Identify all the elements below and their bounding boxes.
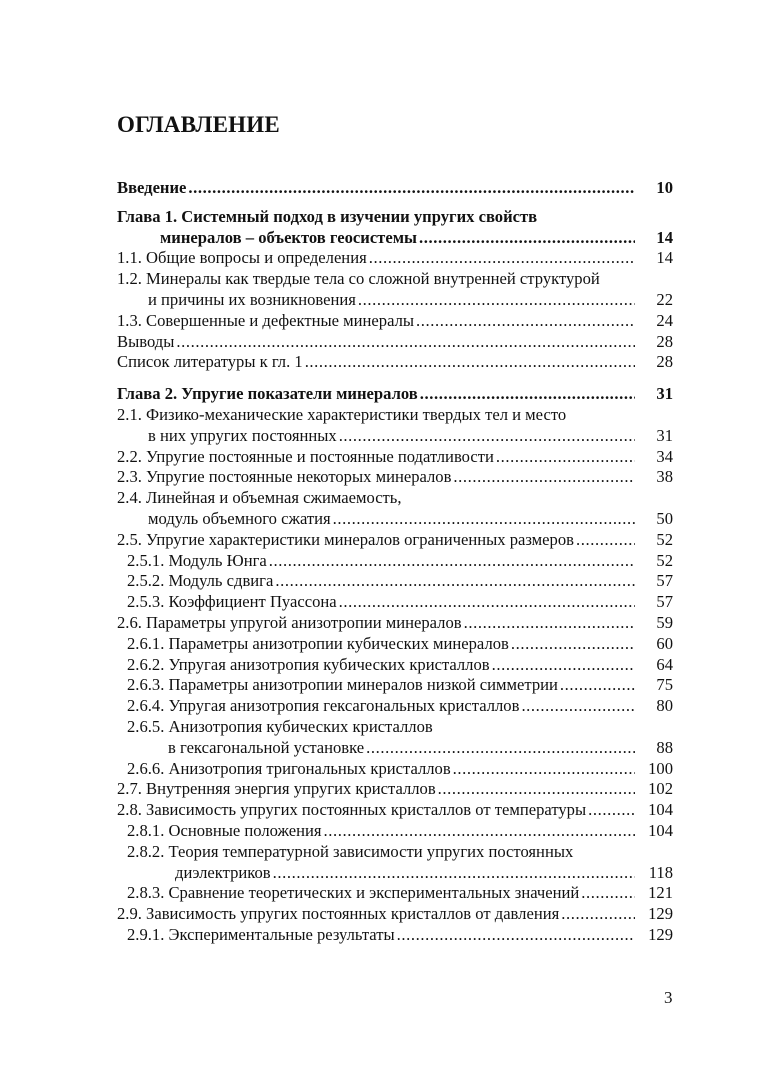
toc-entry[interactable] — [117, 405, 673, 447]
toc-entry-title: минералов – объектов геосистемы — [160, 227, 417, 247]
toc-entry-line — [117, 551, 673, 572]
toc-entry-title: Выводы — [117, 331, 175, 351]
toc-entry-title: 1.2. Минералы как твердые тела со сложной внутренней структурой — [117, 269, 600, 289]
toc-entry-title: 2.6.1. Параметры анизотропии кубических минералов — [127, 633, 509, 653]
toc-entry-line — [117, 925, 673, 946]
toc-entry-line — [117, 352, 673, 373]
toc-entry-line — [117, 178, 673, 199]
toc-entry-page: 129 — [648, 904, 673, 924]
dot-leader — [269, 551, 635, 572]
toc-entry-page: 129 — [648, 924, 673, 944]
toc-entry[interactable] — [117, 571, 673, 592]
toc-entry-page: 104 — [648, 800, 673, 820]
toc-entry-page: 31 — [656, 425, 673, 445]
toc-entry[interactable] — [117, 655, 673, 676]
toc-entry-continuation — [117, 228, 673, 249]
toc-entry-page: 14 — [656, 248, 673, 268]
toc-entry-continuation — [117, 509, 673, 530]
toc-entry[interactable] — [117, 613, 673, 634]
toc-entry-title: 2.1. Физико-механические характеристики твердых тел и место — [117, 404, 567, 424]
toc-entry-title: модуль объемного сжатия — [148, 508, 331, 528]
toc-entry-line — [117, 759, 673, 780]
toc-entry[interactable] — [117, 779, 673, 800]
toc-entry[interactable] — [117, 384, 673, 405]
toc-entry-title: Список литературы к гл. 1 — [117, 352, 303, 372]
toc-entry-line — [117, 800, 673, 821]
toc-entry[interactable] — [117, 925, 673, 946]
toc-entry-line — [117, 571, 673, 592]
toc-entry-title: диэлектриков — [175, 862, 271, 882]
toc-entry-page: 38 — [656, 467, 673, 487]
page-number: 3 — [664, 988, 673, 1007]
toc-entry-title: 2.6.5. Анизотропия кубических кристаллов — [127, 716, 433, 736]
toc-entry-page: 52 — [656, 550, 673, 570]
dot-leader — [581, 883, 635, 904]
dot-leader — [560, 675, 635, 696]
toc-entry[interactable] — [117, 634, 673, 655]
toc-entry-line — [117, 655, 673, 676]
page-title: ОГЛАВЛЕНИЕ — [117, 112, 280, 137]
dot-leader — [305, 352, 635, 373]
toc-entry-page: 14 — [656, 227, 673, 247]
toc-entry-title: 2.6.6. Анизотропия тригональных кристаллов — [127, 758, 451, 778]
toc-entry-page: 34 — [656, 446, 673, 466]
toc-entry-title: 2.9.1. Экспериментальные результаты — [127, 924, 395, 944]
toc-entry-line — [117, 384, 673, 405]
dot-leader — [496, 447, 635, 468]
toc-entry-continuation — [117, 738, 673, 759]
dot-leader — [397, 925, 635, 946]
toc-entry-line — [117, 696, 673, 717]
toc-entry-page: 121 — [648, 883, 673, 903]
toc-entry-line — [117, 207, 673, 228]
dot-leader — [369, 248, 635, 269]
dot-leader — [511, 634, 635, 655]
toc-entry-page: 57 — [656, 592, 673, 612]
toc-entry-title: 2.6. Параметры упругой анизотропии минералов — [117, 612, 462, 632]
toc-entry[interactable] — [117, 311, 673, 332]
toc-entry-page: 52 — [656, 529, 673, 549]
dot-leader — [416, 311, 635, 332]
toc-entry-title: в них упругих постоянных — [148, 425, 337, 445]
toc-entry-page: 31 — [656, 384, 673, 404]
toc-entry-line — [117, 613, 673, 634]
dot-leader — [453, 759, 635, 780]
toc-entry-line — [117, 269, 673, 290]
toc-entry-title: и причины их возникновения — [148, 289, 356, 309]
toc-entry[interactable] — [117, 269, 673, 311]
toc-entry-title: 2.8.2. Теория температурной зависимости упругих постоянных — [127, 841, 574, 861]
toc-entry-page: 28 — [656, 352, 673, 372]
dot-leader — [333, 509, 635, 530]
dot-leader — [464, 613, 635, 634]
toc-entry-continuation — [117, 290, 673, 311]
toc-entry-page: 10 — [656, 178, 673, 197]
toc-entry[interactable] — [117, 883, 673, 904]
toc-entry-line — [117, 821, 673, 842]
toc-entry-page: 80 — [656, 696, 673, 716]
toc-entry-page: 100 — [648, 758, 673, 778]
dot-leader — [188, 178, 635, 199]
toc-entry[interactable] — [117, 530, 673, 551]
toc-entry-title: 2.6.3. Параметры анизотропии минералов низкой симметрии — [127, 675, 558, 695]
toc-entry-title: 1.1. Общие вопросы и определения — [117, 248, 367, 268]
toc-entry-continuation — [117, 426, 673, 447]
toc-entry-title: 2.5.1. Модуль Юнга — [127, 550, 267, 570]
dot-leader — [275, 571, 635, 592]
toc-entry-title: 2.2. Упругие постоянные и постоянные податливости — [117, 446, 494, 466]
dot-leader — [521, 696, 635, 717]
toc-entry[interactable] — [117, 904, 673, 925]
toc-entry-title: 2.3. Упругие постоянные некоторых минералов — [117, 467, 452, 487]
toc-entry-title: 2.8.3. Сравнение теоретических и экспериментальных значений — [127, 883, 580, 903]
toc-entry-line — [117, 842, 673, 863]
toc-entry-title: 2.9. Зависимость упругих постоянных кристаллов от давления — [117, 904, 560, 924]
toc-entry[interactable] — [117, 248, 673, 269]
toc-entry-page: 28 — [656, 331, 673, 351]
toc-entry[interactable] — [117, 467, 673, 488]
dot-leader — [358, 290, 635, 311]
dot-leader — [492, 655, 635, 676]
toc-entry[interactable] — [117, 178, 673, 199]
toc-entry-page: 24 — [656, 310, 673, 330]
toc-entry[interactable] — [117, 696, 673, 717]
toc-entry-title: 1.3. Совершенные и дефектные минералы — [117, 310, 415, 330]
dot-leader — [366, 738, 635, 759]
dot-leader — [588, 800, 635, 821]
dot-leader — [576, 530, 635, 551]
toc-entry-page: 60 — [656, 633, 673, 653]
toc-entry-page: 64 — [656, 654, 673, 674]
toc-entry-page: 102 — [648, 779, 673, 799]
toc-entry-line — [117, 467, 673, 488]
toc-entry-title: Введение — [117, 178, 187, 197]
toc-entry[interactable] — [117, 800, 673, 821]
toc-entry[interactable] — [117, 759, 673, 780]
toc-entry-line — [117, 779, 673, 800]
toc-entry-line — [117, 883, 673, 904]
dot-leader — [453, 467, 635, 488]
toc-entry-page: 57 — [656, 571, 673, 591]
toc-entry[interactable] — [117, 332, 673, 353]
toc-entry-title: Глава 2. Упругие показатели минералов — [117, 384, 418, 404]
toc-entry-title: 2.6.4. Упругая анизотропия гексагональных кристаллов — [127, 696, 520, 716]
toc-entry[interactable] — [117, 352, 673, 373]
toc-entry-line — [117, 904, 673, 925]
dot-leader — [339, 426, 635, 447]
toc-entry-line — [117, 248, 673, 269]
toc-entry-line — [117, 530, 673, 551]
toc-entry-page: 75 — [656, 675, 673, 695]
toc-entry[interactable] — [117, 551, 673, 572]
table-of-contents — [117, 178, 673, 946]
dot-leader — [273, 863, 635, 884]
toc-entry-continuation — [117, 863, 673, 884]
toc-entry[interactable] — [117, 842, 673, 884]
toc-entry[interactable] — [117, 447, 673, 468]
toc-entry-page: 50 — [656, 508, 673, 528]
toc-entry[interactable] — [117, 592, 673, 613]
toc-entry-title: 2.5. Упругие характеристики минералов ограниченных размеров — [117, 529, 574, 549]
toc-entry-line — [117, 311, 673, 332]
toc-entry-title: 2.4. Линейная и объемная сжимаемость, — [117, 488, 402, 508]
dot-leader — [419, 228, 635, 249]
dot-leader — [176, 332, 635, 353]
dot-leader — [561, 904, 635, 925]
toc-entry-line — [117, 717, 673, 738]
toc-entry[interactable] — [117, 821, 673, 842]
toc-entry-page: 88 — [656, 737, 673, 757]
toc-entry-page: 22 — [656, 289, 673, 309]
toc-entry-title: 2.7. Внутренняя энергия упругих кристаллов — [117, 779, 436, 799]
toc-entry-line — [117, 332, 673, 353]
dot-leader — [420, 384, 635, 405]
toc-entry-line — [117, 447, 673, 468]
dot-leader — [438, 779, 635, 800]
toc-entry-title: 2.8. Зависимость упругих постоянных кристаллов от температуры — [117, 800, 587, 820]
toc-entry-line — [117, 592, 673, 613]
toc-entry-line — [117, 634, 673, 655]
toc-entry[interactable] — [117, 675, 673, 696]
toc-entry-page: 59 — [656, 612, 673, 632]
toc-entry-title: 2.8.1. Основные положения — [127, 820, 322, 840]
toc-entry[interactable] — [117, 488, 673, 530]
toc-entry-title: 2.6.2. Упругая анизотропия кубических кристаллов — [127, 654, 490, 674]
toc-entry-line — [117, 675, 673, 696]
dot-leader — [339, 592, 635, 613]
toc-entry-title: 2.5.3. Коэффициент Пуассона — [127, 592, 337, 612]
dot-leader — [324, 821, 635, 842]
toc-entry-title: 2.5.2. Модуль сдвига — [127, 571, 274, 591]
toc-entry-line — [117, 405, 673, 426]
toc-entry[interactable] — [117, 717, 673, 759]
toc-entry-page: 118 — [648, 862, 673, 882]
toc-entry-title: Глава 1. Системный подход в изучении упругих свойств — [117, 206, 538, 226]
toc-entry[interactable] — [117, 207, 673, 249]
toc-entry-page: 104 — [648, 820, 673, 840]
toc-entry-line — [117, 488, 673, 509]
toc-entry-title: в гексагональной установке — [168, 737, 365, 757]
